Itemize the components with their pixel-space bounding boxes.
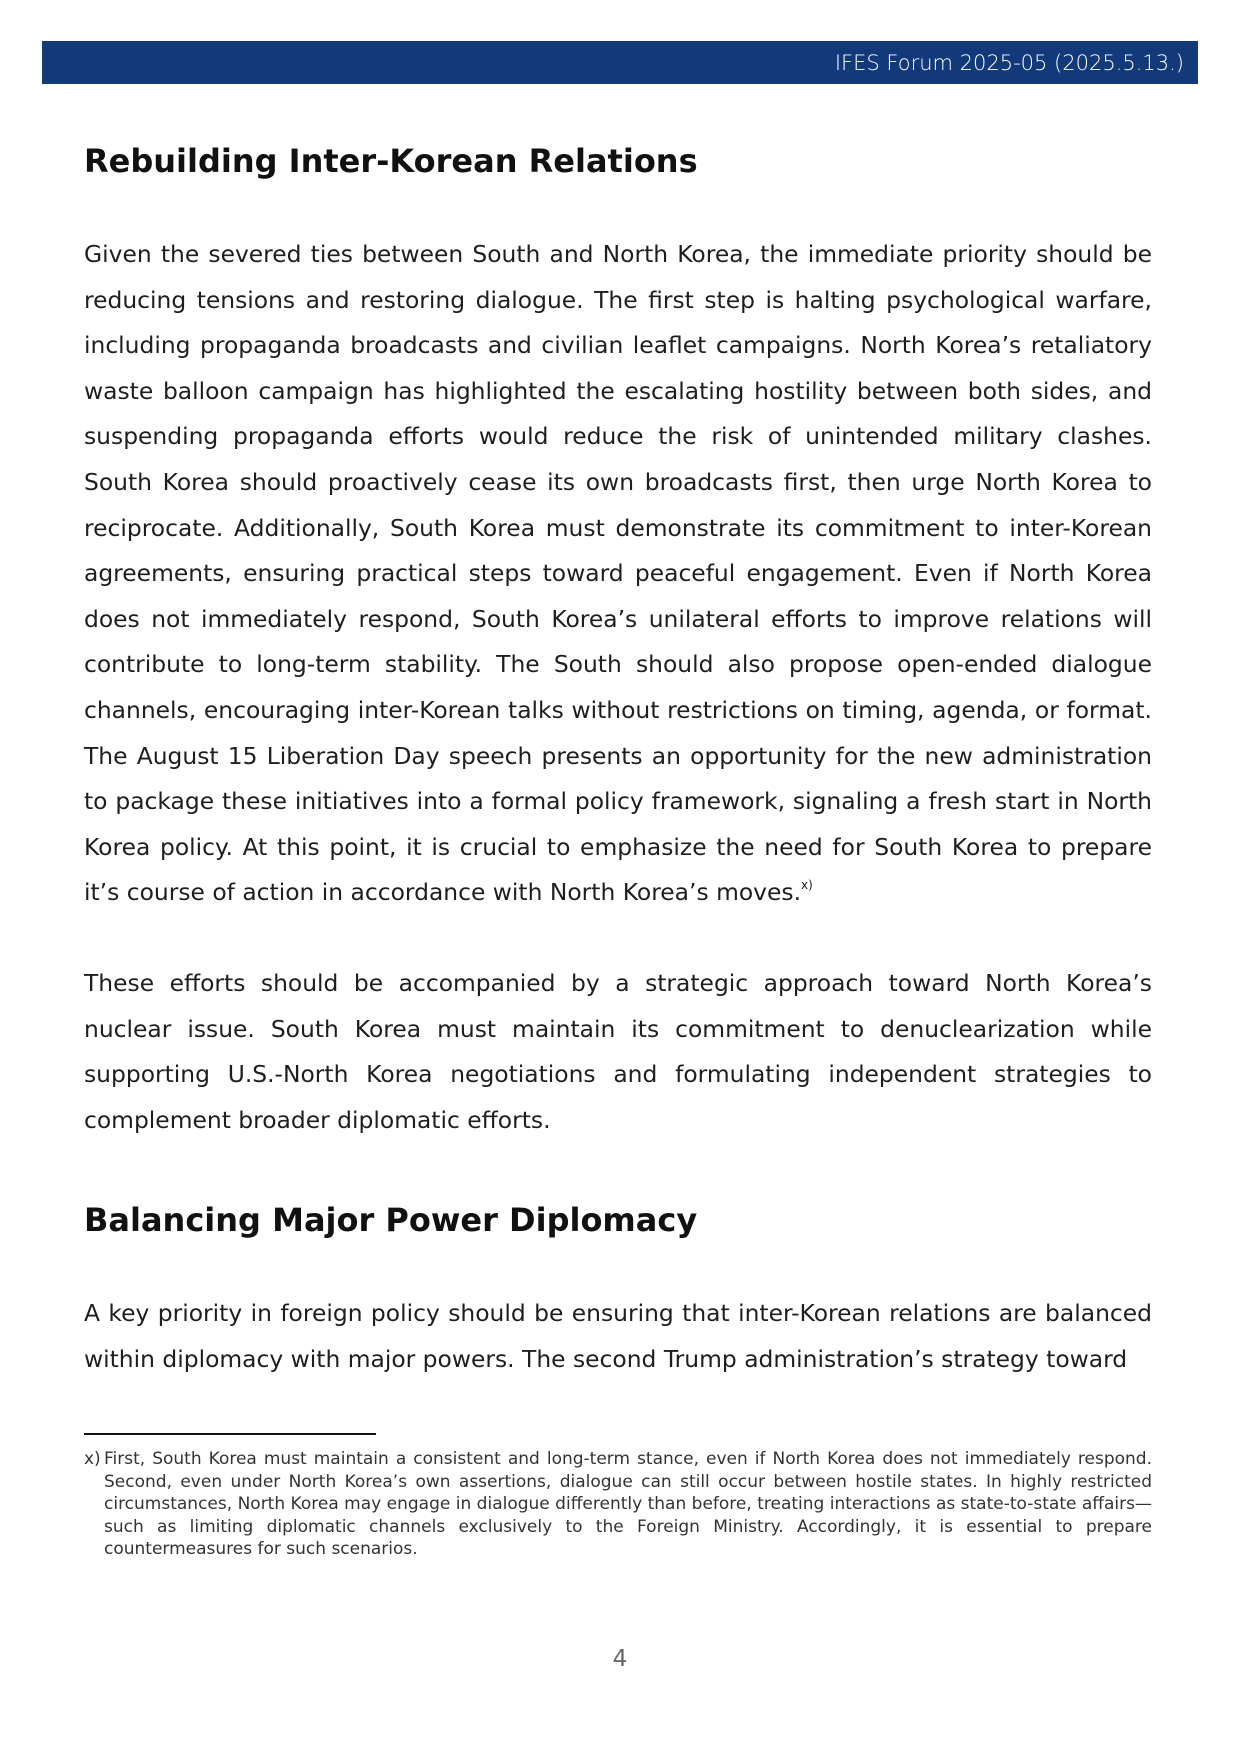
body-paragraph: [84, 232, 1152, 916]
section-heading-major-power: Balancing Major Power Diplomacy: [84, 1201, 698, 1240]
body-paragraph: These efforts should be accompanied by a strategic approach toward North Korea’s nuclear issue. South Korea must maintain its commitment to denuclearization while supporting U.S.-North Korea negotiations and formulating independent strategies to complement broader diplomatic efforts.: [84, 968, 1152, 1134]
footnote-text: First, South Korea must maintain a consistent and long-term stance, even if North Korea does not immediately respond. Second, even under North Korea’s own assertions, dialogue can still occur between hostile states. In highly restricted circumstances, North Korea may engage in dialogue differently than before, treating interactions as state-to-state affairs—such as limiting diplomatic channels exclusively to the Foreign Ministry. Accordingly, it is essential to prepare countermeasures for such scenarios.: [104, 1449, 1152, 1559]
paragraph-text: Given the severed ties between South and North Korea, the immediate priority should be reducing tensions and restoring dialogue. The first step is halting psychological warfare, including propaganda broadcasts and civilian leaflet campaigns. North Korea’s retaliatory waste balloon campaign has highlighted the escalating hostility between both sides, and suspending propaganda efforts would reduce the risk of unintended military clashes. South Korea should proactively cease its own broadcasts first, then urge North Korea to reciprocate. Additionally, South Korea must demonstrate its commitment to inter-Korean agreements, ensuring practical steps toward peaceful engagement. Even if North Korea does not immediately respond, South Korea’s unilateral efforts to improve relations will contribute to long-term stability. The South should also propose open-ended dialogue channels, encouraging inter-Korean talks without restrictions on timing, agenda, or format. The August 15 Liberation Day speech presents an opportunity for the new administration to package these initiatives into a formal policy framework, signaling a fresh start in North Korea policy. At this point, it is crucial to emphasize the need for South Korea to prepare it’s course of action in accordance with North Korea’s moves.: [84, 240, 1152, 907]
footnote-mark: x): [84, 1449, 101, 1469]
footnote: [84, 1448, 1152, 1561]
page-number: 4: [612, 1646, 628, 1672]
section-heading-inter-korean: Rebuilding Inter-Korean Relations: [84, 142, 698, 180]
body-paragraph: A key priority in foreign policy should be ensuring that inter-Korean relations are balanced within diplomacy with major powers. The second Trump administration’s strategy toward: [84, 1299, 1152, 1373]
header-title: IFES Forum 2025-05 (2025.5.13.): [834, 50, 1184, 75]
footnote-divider: [84, 1433, 376, 1435]
header-bar: [42, 41, 1198, 84]
footnote-reference[interactable]: x): [801, 878, 813, 893]
main-content: [84, 128, 1152, 1382]
